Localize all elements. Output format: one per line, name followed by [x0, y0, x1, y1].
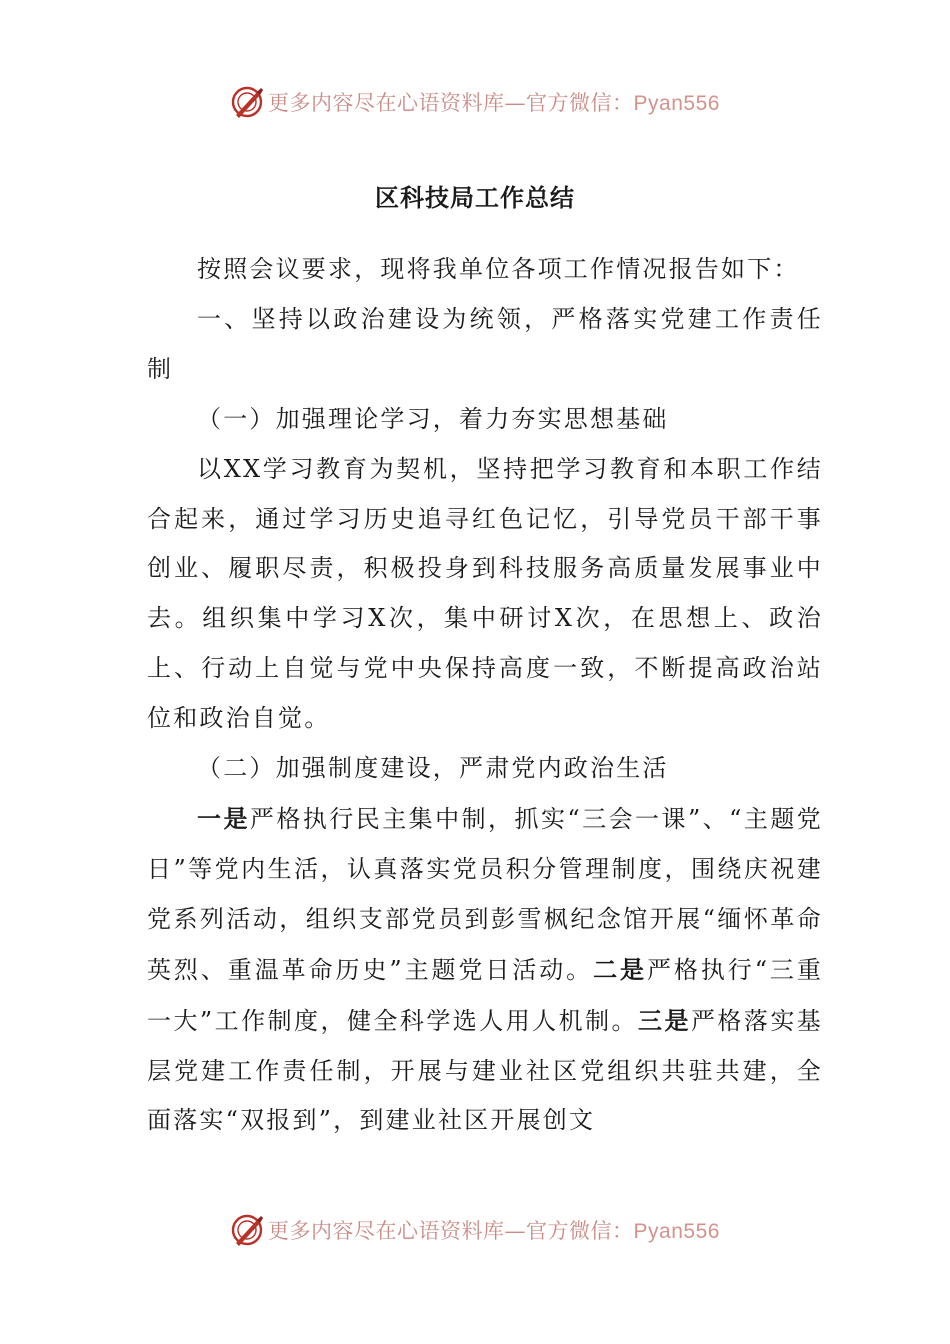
lead-phrase-3: 三是	[638, 1005, 691, 1035]
intro-paragraph: 按照会议要求，现将我单位各项工作情况报告如下：	[197, 255, 800, 283]
body-paragraph-2: 一是严格执行民主集中制，抓实“三会一课”、“主题党日”等党内生活，认真落实党员积分管理制度，围绕庆祝建党系列活动，组织支部党员到彭雪枫纪念馆开展“缅怀革命英烈、重温革命历史”主题党日活动。二是严格执行“三重一大”工作制度，健全科学选人用人机制。三是严格落实基层党建工作责任制，开展与建业社区党组织共驻共建，全面落实“双报到”，到建业社区开展创文	[147, 803, 824, 1135]
pen-logo-icon	[230, 85, 264, 119]
document-body	[147, 245, 823, 1146]
section-heading-1: 一、坚持以政治建设为统领，严格落实党建工作责任制	[147, 304, 823, 383]
document-title: 区科技局工作总结	[375, 183, 575, 212]
watermark-banner-top	[0, 82, 950, 122]
watermark-banner-bottom	[0, 1210, 950, 1250]
subsection-heading-1: （一）加强理论学习，着力夯实思想基础	[197, 404, 669, 433]
pen-logo-icon	[230, 1213, 264, 1247]
lead-phrase-2: 二是	[593, 954, 647, 984]
lead-phrase-1: 一是	[197, 803, 250, 833]
watermark-text: 更多内容尽在心语资料库—官方微信：Pyan556	[268, 1219, 720, 1243]
watermark-text: 更多内容尽在心语资料库—官方微信：Pyan556	[268, 91, 720, 115]
body-paragraph-1: 以XX学习教育为契机，坚持把学习教育和本职工作结合起来，通过学习历史追寻红色记忆，引导党员干部干事创业、履职尽责，积极投身到科技服务高质量发展事业中去。组织集中学习X次，集中研讨X次，在思想上、政治上、行动上自觉与党中央保持高度一致，不断提高政治站位和政治自觉。	[147, 454, 823, 733]
subsection-heading-2: （二）加强制度建设，严肃党内政治生活	[197, 754, 669, 783]
